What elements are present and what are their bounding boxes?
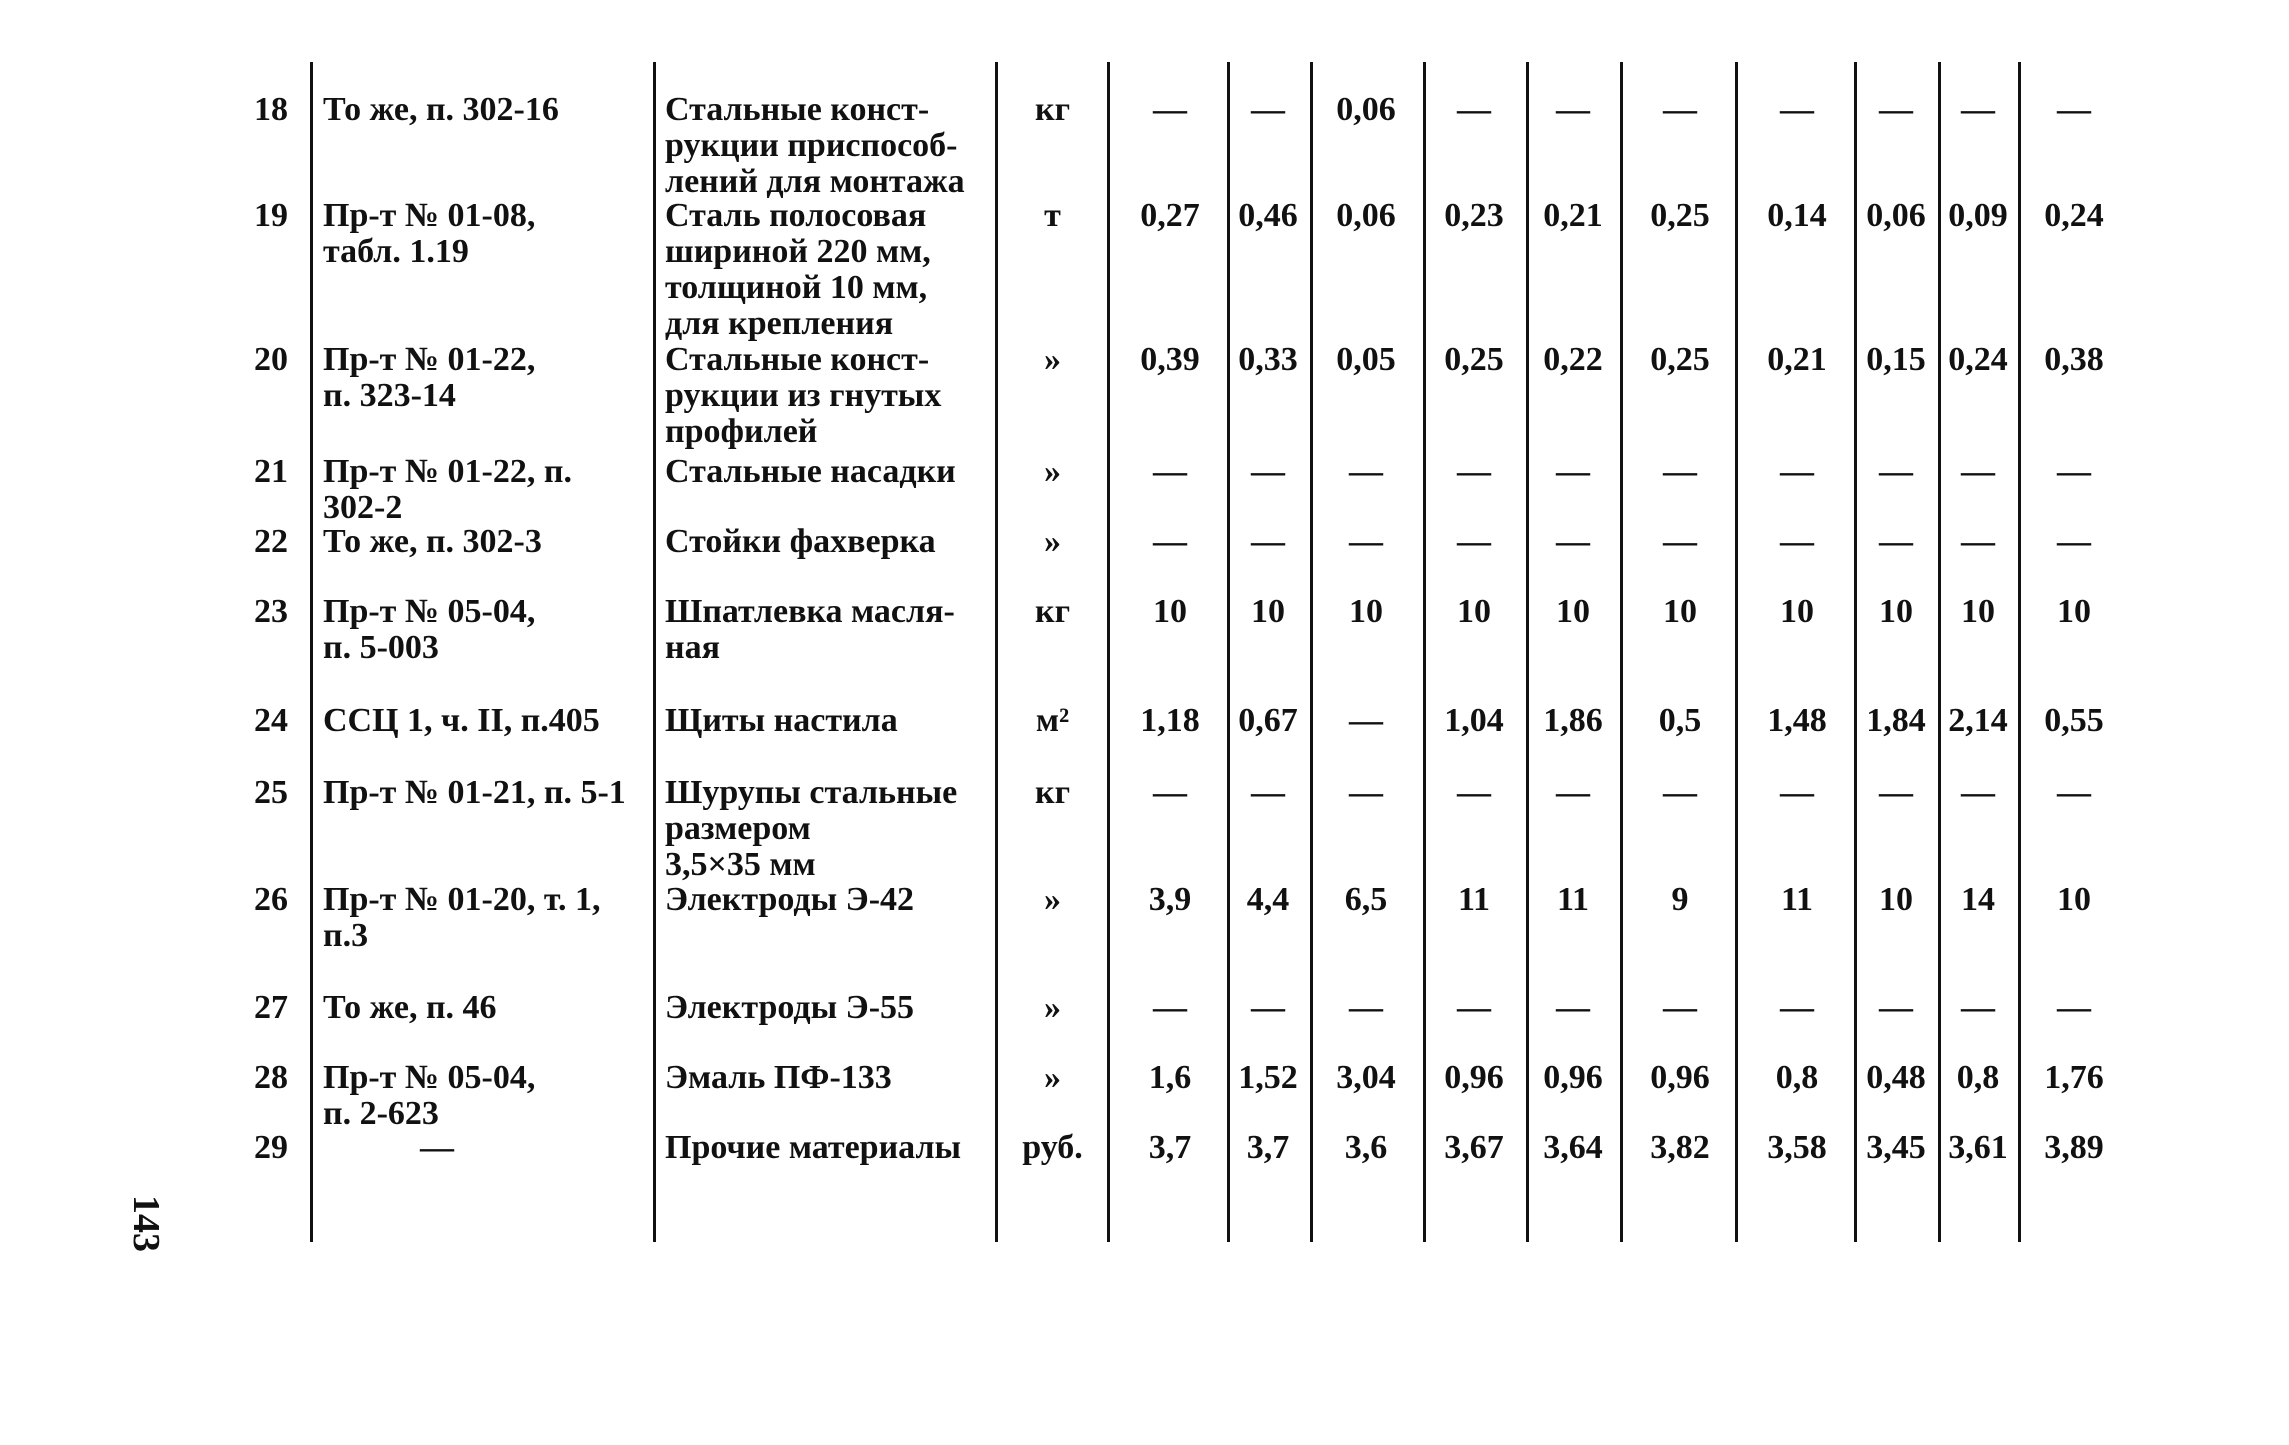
- value-cell: 0,06: [1336, 197, 1396, 234]
- unit-of-measure: »: [1044, 989, 1061, 1026]
- value-cell: 3,67: [1444, 1129, 1504, 1166]
- value-cell: 1,84: [1866, 702, 1926, 739]
- source-reference: Пр-т № 01-22, п. 302-2: [323, 453, 572, 526]
- value-cell: —: [1780, 91, 1814, 128]
- value-cell: 0,5: [1658, 702, 1702, 739]
- value-cell: 0,21: [1543, 197, 1603, 234]
- value-cell: 4,4: [1246, 881, 1290, 918]
- value-cell: 10: [1780, 593, 1814, 630]
- unit-of-measure: руб.: [1022, 1129, 1083, 1166]
- value-cell: 6,5: [1344, 881, 1388, 918]
- value-cell: —: [2057, 453, 2091, 490]
- material-description: Шурупы стальные размером 3,5×35 мм: [665, 774, 958, 883]
- value-cell: —: [1251, 989, 1285, 1026]
- value-cell: —: [1879, 774, 1913, 811]
- material-description: Электроды Э-55: [665, 989, 915, 1026]
- value-cell: —: [1879, 91, 1913, 128]
- value-cell: 10: [1961, 593, 1995, 630]
- row-number: 28: [254, 1059, 288, 1096]
- unit-of-measure: »: [1044, 453, 1061, 490]
- value-cell: —: [1961, 91, 1995, 128]
- value-cell: —: [1556, 91, 1590, 128]
- value-cell: 1,52: [1238, 1059, 1298, 1096]
- value-cell: 2,14: [1948, 702, 2008, 739]
- value-cell: 0,8: [1775, 1059, 1819, 1096]
- value-cell: —: [1556, 774, 1590, 811]
- value-cell: 0,06: [1336, 91, 1396, 128]
- value-cell: —: [1457, 523, 1491, 560]
- value-cell: 3,7: [1246, 1129, 1290, 1166]
- value-cell: 3,82: [1650, 1129, 1710, 1166]
- value-cell: —: [1663, 989, 1697, 1026]
- value-cell: 3,64: [1543, 1129, 1603, 1166]
- value-cell: —: [1556, 523, 1590, 560]
- value-cell: 0,38: [2044, 341, 2104, 378]
- material-description: Эмаль ПФ-133: [665, 1059, 892, 1096]
- value-cell: —: [1153, 91, 1187, 128]
- source-reference: То же, п. 46: [323, 989, 497, 1026]
- value-cell: 0,14: [1767, 197, 1827, 234]
- value-cell: —: [2057, 989, 2091, 1026]
- row-number: 23: [254, 593, 288, 630]
- row-number: 24: [254, 702, 288, 739]
- value-cell: 1,18: [1140, 702, 1200, 739]
- value-cell: 0,8: [1956, 1059, 2000, 1096]
- value-cell: 0,23: [1444, 197, 1504, 234]
- value-cell: 3,61: [1948, 1129, 2008, 1166]
- value-cell: 10: [1251, 593, 1285, 630]
- value-cell: —: [1663, 523, 1697, 560]
- source-reference: ССЦ 1, ч. II, п.405: [323, 702, 600, 739]
- unit-of-measure: т: [1044, 197, 1061, 234]
- value-cell: 10: [1556, 593, 1590, 630]
- source-reference: Пр-т № 01-22, п. 323-14: [323, 341, 536, 414]
- value-cell: 0,27: [1140, 197, 1200, 234]
- value-cell: —: [2057, 774, 2091, 811]
- value-cell: 3,6: [1344, 1129, 1388, 1166]
- material-description: Сталь полосовая шириной 220 мм, толщиной 10 мм, для крепления: [665, 197, 931, 342]
- value-cell: 0,67: [1238, 702, 1298, 739]
- row-number: 29: [254, 1129, 288, 1166]
- value-cell: —: [1961, 453, 1995, 490]
- value-cell: 10: [1663, 593, 1697, 630]
- unit-of-measure: м²: [1035, 702, 1070, 739]
- column-rule: [1107, 62, 1110, 1242]
- value-cell: 0,06: [1866, 197, 1926, 234]
- value-cell: 0,48: [1866, 1059, 1926, 1096]
- value-cell: 10: [1349, 593, 1383, 630]
- source-reference: Пр-т № 01-21, п. 5-1: [323, 774, 626, 811]
- material-description: Электроды Э-42: [665, 881, 915, 918]
- value-cell: 1,76: [2044, 1059, 2104, 1096]
- source-reference: То же, п. 302-16: [323, 91, 559, 128]
- value-cell: 1,6: [1148, 1059, 1192, 1096]
- value-cell: —: [1961, 774, 1995, 811]
- value-cell: 14: [1961, 881, 1995, 918]
- source-reference: Пр-т № 05-04, п. 5-003: [323, 593, 536, 666]
- row-number: 27: [254, 989, 288, 1026]
- value-cell: —: [2057, 523, 2091, 560]
- row-number: 25: [254, 774, 288, 811]
- row-number: 20: [254, 341, 288, 378]
- material-description: Стальные конст- рукции из гнутых профилей: [665, 341, 942, 450]
- value-cell: —: [1780, 453, 1814, 490]
- value-cell: —: [1663, 453, 1697, 490]
- value-cell: 0,96: [1543, 1059, 1603, 1096]
- value-cell: 0,46: [1238, 197, 1298, 234]
- value-cell: —: [1556, 989, 1590, 1026]
- value-cell: —: [1349, 702, 1383, 739]
- column-rule: [653, 62, 656, 1242]
- unit-of-measure: »: [1044, 881, 1061, 918]
- value-cell: —: [1780, 523, 1814, 560]
- value-cell: 1,86: [1543, 702, 1603, 739]
- value-cell: —: [1879, 989, 1913, 1026]
- row-number: 21: [254, 453, 288, 490]
- value-cell: 11: [1556, 881, 1590, 918]
- source-reference: То же, п. 302-3: [323, 523, 542, 560]
- value-cell: 1,04: [1444, 702, 1504, 739]
- value-cell: 11: [1780, 881, 1814, 918]
- value-cell: 10: [1457, 593, 1491, 630]
- value-cell: 0,25: [1650, 197, 1710, 234]
- unit-of-measure: кг: [1034, 91, 1071, 128]
- unit-of-measure: кг: [1034, 774, 1071, 811]
- unit-of-measure: »: [1044, 341, 1061, 378]
- value-cell: 0,24: [1948, 341, 2008, 378]
- value-cell: 10: [2057, 593, 2091, 630]
- value-cell: 11: [1457, 881, 1491, 918]
- material-description: Стойки фахверка: [665, 523, 936, 560]
- page-number: 143: [125, 1195, 167, 1252]
- value-cell: 3,45: [1866, 1129, 1926, 1166]
- source-reference: Пр-т № 01-08, табл. 1.19: [323, 197, 536, 270]
- value-cell: —: [1556, 453, 1590, 490]
- value-cell: —: [1457, 453, 1491, 490]
- value-cell: 0,24: [2044, 197, 2104, 234]
- value-cell: —: [1780, 774, 1814, 811]
- row-number: 22: [254, 523, 288, 560]
- value-cell: 3,89: [2044, 1129, 2104, 1166]
- row-number: 26: [254, 881, 288, 918]
- value-cell: —: [1349, 989, 1383, 1026]
- value-cell: —: [1349, 774, 1383, 811]
- value-cell: —: [1457, 774, 1491, 811]
- unit-of-measure: кг: [1034, 593, 1071, 630]
- value-cell: —: [1879, 523, 1913, 560]
- value-cell: —: [1457, 91, 1491, 128]
- material-description: Прочие материалы: [665, 1129, 962, 1166]
- value-cell: —: [2057, 91, 2091, 128]
- value-cell: —: [1153, 774, 1187, 811]
- unit-of-measure: »: [1044, 523, 1061, 560]
- source-reference: —: [420, 1129, 454, 1166]
- value-cell: 10: [1153, 593, 1187, 630]
- value-cell: 0,09: [1948, 197, 2008, 234]
- value-cell: 0,96: [1650, 1059, 1710, 1096]
- material-description: Стальные конст- рукции приспособ- лений для монтажа: [665, 91, 965, 200]
- value-cell: —: [1251, 523, 1285, 560]
- value-cell: 0,25: [1650, 341, 1710, 378]
- row-number: 19: [254, 197, 288, 234]
- value-cell: 10: [1879, 881, 1913, 918]
- value-cell: —: [1349, 453, 1383, 490]
- value-cell: —: [1961, 989, 1995, 1026]
- value-cell: 1,48: [1767, 702, 1827, 739]
- value-cell: —: [1349, 523, 1383, 560]
- value-cell: 0,15: [1866, 341, 1926, 378]
- value-cell: —: [1961, 523, 1995, 560]
- value-cell: 3,04: [1336, 1059, 1396, 1096]
- column-rule: [310, 62, 313, 1242]
- value-cell: —: [1780, 989, 1814, 1026]
- value-cell: —: [1879, 453, 1913, 490]
- value-cell: 3,7: [1148, 1129, 1192, 1166]
- value-cell: 9: [1671, 881, 1689, 918]
- value-cell: —: [1251, 453, 1285, 490]
- material-description: Шпатлевка масля- ная: [665, 593, 955, 666]
- value-cell: 0,22: [1543, 341, 1603, 378]
- value-cell: —: [1153, 453, 1187, 490]
- value-cell: 0,96: [1444, 1059, 1504, 1096]
- value-cell: —: [1251, 774, 1285, 811]
- value-cell: —: [1457, 989, 1491, 1026]
- value-cell: 10: [2057, 881, 2091, 918]
- value-cell: 3,58: [1767, 1129, 1827, 1166]
- value-cell: —: [1663, 91, 1697, 128]
- value-cell: 0,33: [1238, 341, 1298, 378]
- value-cell: 0,25: [1444, 341, 1504, 378]
- value-cell: 3,9: [1148, 881, 1192, 918]
- source-reference: Пр-т № 05-04, п. 2-623: [323, 1059, 536, 1132]
- row-number: 18: [254, 91, 288, 128]
- unit-of-measure: »: [1044, 1059, 1061, 1096]
- source-reference: Пр-т № 01-20, т. 1, п.3: [323, 881, 601, 954]
- material-description: Щиты настила: [665, 702, 898, 739]
- value-cell: 10: [1879, 593, 1913, 630]
- value-cell: 0,21: [1767, 341, 1827, 378]
- value-cell: —: [1153, 523, 1187, 560]
- value-cell: 0,39: [1140, 341, 1200, 378]
- value-cell: 0,05: [1336, 341, 1396, 378]
- value-cell: —: [1251, 91, 1285, 128]
- value-cell: —: [1663, 774, 1697, 811]
- value-cell: 0,55: [2044, 702, 2104, 739]
- column-rule: [1735, 62, 1738, 1242]
- value-cell: —: [1153, 989, 1187, 1026]
- material-description: Стальные насадки: [665, 453, 956, 490]
